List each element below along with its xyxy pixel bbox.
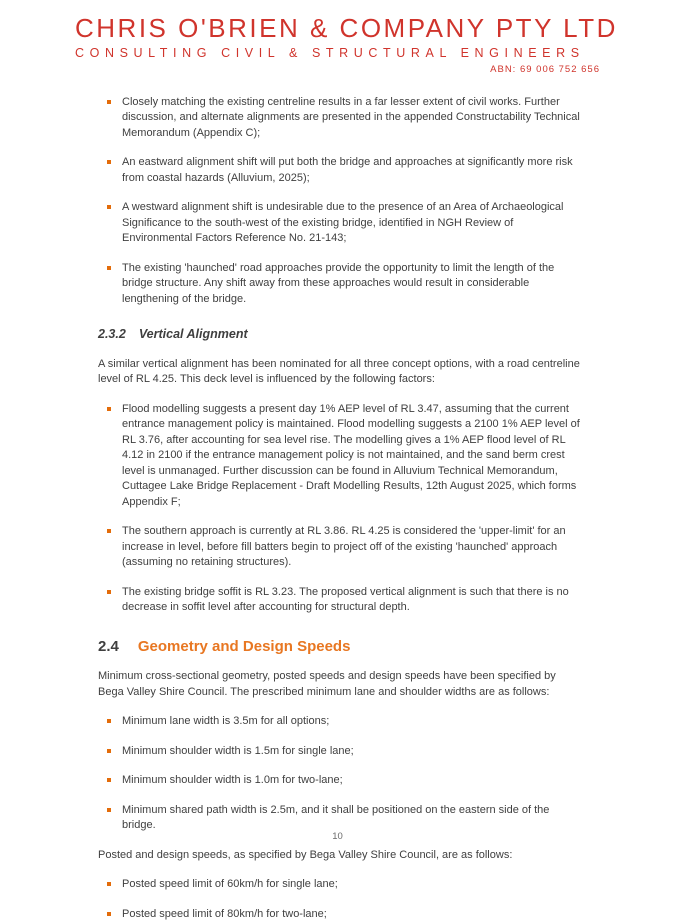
list-item-text: The existing bridge soffit is RL 3.23. The proposed vertical alignment is such that there is no decrease in soffit level after accounting for structural depth. (122, 585, 569, 614)
list-item-text: Minimum shared path width is 2.5m, and it shall be positioned on the eastern side of the bridge. (122, 803, 550, 832)
bullet-square-icon (107, 882, 111, 886)
bullet-square-icon (107, 590, 111, 594)
list-item (107, 402, 582, 511)
intro-bullet-list (98, 95, 582, 308)
list-item-text: A westward alignment shift is undesirable due to the presence of an Area of Archaeological Significance to the south-west of the existing bridge, identified in NGH Review of Environmental Factors Reference No. 21-143; (122, 201, 564, 245)
list-item-text: Posted speed limit of 80km/h for two-lane; (122, 907, 327, 920)
section-number: 2.4 (98, 637, 119, 655)
list-item-text: Minimum shoulder width is 1.5m for single lane; (122, 744, 354, 757)
paragraph: A similar vertical alignment has been nominated for all three concept options, with a road centreline level of RL 4.25. This deck level is influenced by the following factors: (98, 357, 580, 386)
paragraph: Posted and design speeds, as specified by Bega Valley Shire Council, are as follows: (98, 848, 513, 861)
list-item-text: Flood modelling suggests a present day 1% AEP level of RL 3.47, assuming that the current entrance management policy is maintained. Flood modelling suggests a 2100 1% AEP level of RL 3.76, after accounting for sea level rise. The modelling gives a 1% AEP flood level of RL 4.12 in 2100 if the entrance management policy is not maintained, and the sand berm crest level is unmanaged. Further discussion can be found in Alluvium Technical Memorandum, Cuttagee Lake Bridge Replacement - Draft Modelling Results, 12th August 2025, which forms Appendix F; (122, 402, 580, 508)
company-tagline: CONSULTING CIVIL & STRUCTURAL ENGINEERS (75, 45, 585, 60)
list-item (107, 773, 582, 789)
bullet-square-icon (107, 808, 111, 812)
section-title: Geometry and Design Speeds (137, 637, 351, 655)
list-item (107, 907, 582, 922)
list-item (107, 95, 582, 142)
list-item (107, 200, 582, 247)
list-item (107, 803, 582, 834)
page-footer (0, 831, 675, 842)
list-item-text: Posted speed limit of 60km/h for single lane; (122, 878, 338, 891)
list-item (107, 155, 582, 186)
list-item (107, 585, 582, 616)
bullet-square-icon (107, 778, 111, 782)
speeds-bullet-list (98, 877, 582, 922)
vertical-alignment-bullet-list (98, 402, 582, 616)
list-item-text: An eastward alignment shift will put both the bridge and approaches at significantly more risk from coastal hazards (Alluvium, 2025); (122, 156, 573, 184)
bullet-square-icon (107, 266, 111, 270)
list-item (107, 877, 582, 893)
section-title: Vertical Alignment (138, 327, 248, 342)
bullet-square-icon (107, 407, 111, 411)
bullet-square-icon (107, 205, 111, 209)
list-item-text: Closely matching the existing centreline results in a far lesser extent of civil works. Further discussion, and alternate alignments are presented in the appended Constructability Technical Memorandum (Appendix C); (122, 95, 580, 139)
section-heading-2-4 (98, 639, 582, 655)
bullet-square-icon (107, 912, 111, 916)
bullet-square-icon (107, 100, 111, 104)
list-item (107, 744, 582, 760)
list-item-text: The southern approach is currently at RL 3.86. RL 4.25 is considered the 'upper-limit' for an increase in level, before fill batters begin to project off of the existing 'haunched' approach (assuming no retaining structures). (122, 525, 566, 569)
list-item-text: Minimum lane width is 3.5m for all options; (122, 715, 330, 728)
list-item-text: Minimum shoulder width is 1.0m for two-lane; (122, 774, 343, 787)
bullet-square-icon (107, 529, 111, 533)
geometry-bullet-list (98, 714, 582, 834)
company-abn: ABN: 69 006 752 656 (490, 63, 600, 75)
letterhead (0, 0, 675, 75)
page-number: 10 (332, 831, 343, 842)
list-item-text: The existing 'haunched' road approaches provide the opportunity to limit the length of the bridge structure. Any shift away from these approaches would result in considerable lengthening of the bridge. (122, 261, 555, 305)
document-body (0, 75, 675, 922)
bullet-square-icon (107, 749, 111, 753)
bullet-square-icon (107, 719, 111, 723)
paragraph: Minimum cross-sectional geometry, posted speeds and design speeds have been specified by Bega Valley Shire Council. The prescribed minimum lane and shoulder widths are as follows: (98, 670, 556, 698)
bullet-square-icon (107, 160, 111, 164)
list-item (107, 524, 582, 571)
section-number: 2.3.2 (98, 327, 126, 342)
section-heading-2-3-2 (98, 327, 582, 343)
list-item (107, 261, 582, 308)
company-name: CHRIS O'BRIEN & COMPANY PTY LTD (75, 13, 618, 43)
list-item (107, 714, 582, 730)
